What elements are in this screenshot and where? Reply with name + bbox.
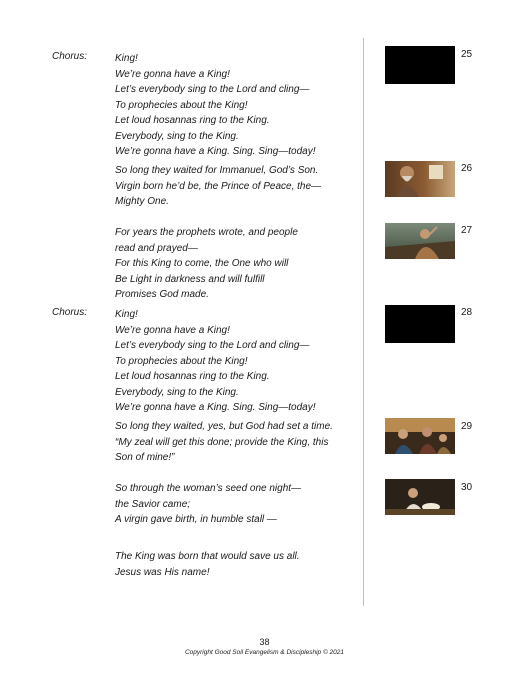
slide-thumbnail-nativity-image — [385, 479, 455, 515]
lyric-line: We’re gonna have a King! — [115, 68, 230, 80]
lyric-line: We’re gonna have a King! — [115, 324, 230, 336]
lyric-line: So long they waited, yes, but God had set a time. — [115, 421, 333, 432]
lyric-line: King! — [115, 309, 138, 320]
chorus-label: Chorus: — [52, 307, 88, 318]
slide-number: 26 — [461, 163, 473, 174]
lyric-line: To prophecies about the King! — [115, 355, 248, 367]
slide-number: 30 — [461, 482, 473, 493]
lyric-line: So through the woman’s seed one night— — [115, 483, 302, 494]
lyric-line: We’re gonna have a King. Sing. Sing—today! — [115, 402, 316, 413]
lyric-line: Everybody, sing to the King. — [115, 130, 239, 142]
lyric-line: We’re gonna have a King. Sing. Sing—today! — [115, 146, 316, 157]
lyric-line: read and prayed— — [115, 242, 198, 254]
lyric-line: Virgin born he’d be, the Prince of Peace, the— — [115, 180, 322, 192]
lyric-line: To prophecies about the King! — [115, 99, 248, 111]
lyric-block-chorus-2 — [115, 307, 316, 416]
lyric-block-verse-4 — [115, 481, 301, 528]
lyric-line: Son of mine!” — [115, 452, 175, 463]
slide-number: 28 — [461, 307, 473, 318]
lyric-block-verse-1 — [115, 163, 321, 210]
slide-thumbnail-black — [385, 305, 455, 343]
lyric-line: So long they waited for Immanuel, God’s Son. — [115, 165, 319, 176]
lyric-line: For years the prophets wrote, and people — [115, 227, 298, 238]
lyric-line: Let’s everybody sing to the Lord and cling— — [115, 340, 310, 351]
lyric-line: Be Light in darkness and will fulfill — [115, 273, 265, 285]
lyric-line: Let loud hosannas ring to the King. — [115, 371, 270, 382]
lyric-block-chorus-1 — [115, 51, 316, 160]
copyright-notice: Copyright Good Soil Evangelism & Discipleship © 2021 — [184, 649, 345, 656]
slide-number: 29 — [461, 421, 473, 432]
column-divider — [363, 38, 364, 606]
slide-thumbnail-family-image — [385, 418, 455, 454]
slide-number: 27 — [461, 225, 473, 236]
lyric-block-verse-2 — [115, 225, 298, 303]
lyric-line: King! — [115, 53, 138, 64]
lyric-block-verse-3 — [115, 419, 333, 466]
lyric-line: Let’s everybody sing to the Lord and cling— — [115, 84, 310, 95]
slide-thumbnail-black — [385, 46, 455, 84]
page-number: 38 — [259, 637, 270, 647]
slide-thumbnail-prophet-praying-image — [385, 223, 455, 259]
lyric-line: Jesus was His name! — [115, 566, 210, 578]
lyric-block-ending — [115, 549, 300, 580]
lyric-line: A virgin gave birth, in humble stall — — [115, 514, 277, 525]
lyric-line: “My zeal will get this done; provide the King, this — [115, 436, 329, 448]
lyric-line: For this King to come, the One who will — [115, 258, 289, 269]
lyric-line: the Savior came; — [115, 498, 191, 510]
slide-thumbnail-prophet-image — [385, 161, 455, 197]
chorus-label: Chorus: — [52, 51, 88, 62]
lyric-line: Promises God made. — [115, 289, 209, 300]
lyric-line: The King was born that would save us all. — [115, 551, 300, 562]
lyric-line: Let loud hosannas ring to the King. — [115, 115, 270, 126]
slide-number: 25 — [461, 49, 473, 60]
lyric-line: Mighty One. — [115, 196, 169, 207]
lyric-line: Everybody, sing to the King. — [115, 386, 239, 398]
